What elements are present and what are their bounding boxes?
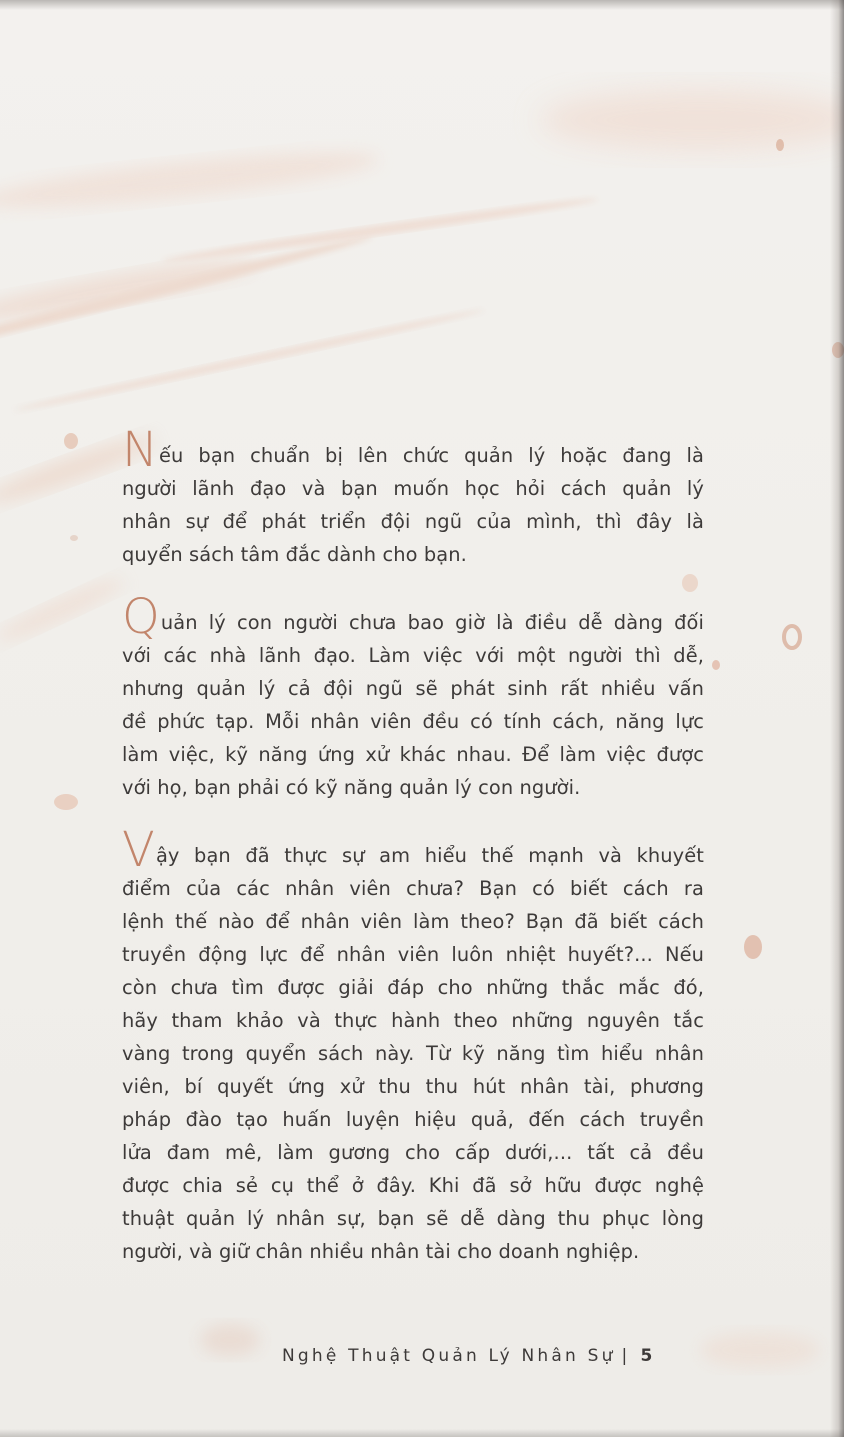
text-line: đề phức tạp. Mỗi nhân viên đều có tính cách, năng lực: [122, 710, 704, 733]
text-line: còn chưa tìm được giải đáp cho những thắc mắc đó,: [122, 976, 704, 999]
text-line: được chia sẻ cụ thể ở đây. Khi đã sở hữu được nghệ: [122, 1174, 704, 1197]
footer-separator: |: [621, 1346, 631, 1366]
text-line: với các nhà lãnh đạo. Làm việc với một người thì dễ,: [122, 644, 704, 667]
page-shadow-bottom: [0, 1429, 844, 1437]
text-line: người lãnh đạo và bạn muốn học hỏi cách quản lý: [122, 477, 704, 500]
text-line: người, và giữ chân nhiều nhân tài cho doanh nghiệp.: [122, 1240, 640, 1263]
paragraph-1: [122, 422, 704, 571]
paragraph-3: [122, 822, 704, 1268]
text-line: làm việc, kỹ năng ứng xử khác nhau. Để làm việc được: [122, 743, 704, 766]
text-line: điểm của các nhân viên chưa? Bạn có biết cách ra: [122, 877, 704, 900]
paragraph-2: [122, 589, 704, 804]
text-line: truyền động lực để nhân viên luôn nhiệt huyết?... Nếu: [122, 943, 704, 966]
text-line: pháp đào tạo huấn luyện hiệu quả, đến cách truyền: [122, 1108, 704, 1131]
text-line: nhân sự để phát triển đội ngũ của mình, thì đây là: [122, 510, 704, 533]
text-line: viên, bí quyết ứng xử thu thu hút nhân tài, phương: [122, 1075, 704, 1098]
main-text: [122, 422, 704, 1294]
book-title: Nghệ Thuật Quản Lý Nhân Sự: [282, 1346, 616, 1366]
page-shadow-right: [830, 0, 844, 1437]
text-line: vàng trong quyển sách này. Từ kỹ năng tìm hiểu nhân: [122, 1042, 704, 1065]
text-line: với họ, bạn phải có kỹ năng quản lý con người.: [122, 776, 581, 799]
paragraph-1-line-1: [122, 422, 704, 478]
dropcap-q: Q: [122, 589, 160, 645]
text-line: lệnh thế nào để nhân viên làm theo? Bạn đã biết cách: [122, 910, 704, 933]
text-line: thuật quản lý nhân sự, bạn sẽ dễ dàng thu phục lòng: [122, 1207, 704, 1230]
paragraph-3-line-1: [122, 822, 704, 878]
text-line: uản lý con người chưa bao giờ là điều dễ dàng đối: [160, 611, 704, 634]
text-line: lửa đam mê, làm gương cho cấp dưới,... tất cả đều: [122, 1141, 704, 1164]
paragraph-2-line-1: [122, 589, 704, 645]
page-shadow-top: [0, 0, 844, 10]
text-line: quyển sách tâm đắc dành cho bạn.: [122, 543, 467, 566]
dropcap-n: N: [122, 422, 159, 478]
text-line: ếu bạn chuẩn bị lên chức quản lý hoặc đang là: [159, 444, 704, 467]
dropcap-v: V: [122, 822, 155, 878]
text-line: hãy tham khảo và thực hành theo những nguyên tắc: [122, 1009, 704, 1032]
running-footer: [282, 1346, 742, 1374]
text-line: nhưng quản lý cả đội ngũ sẽ phát sinh rất nhiều vấn: [122, 677, 704, 700]
page-number: 5: [640, 1346, 653, 1366]
text-line: ậy bạn đã thực sự am hiểu thế mạnh và khuyết: [155, 844, 704, 867]
